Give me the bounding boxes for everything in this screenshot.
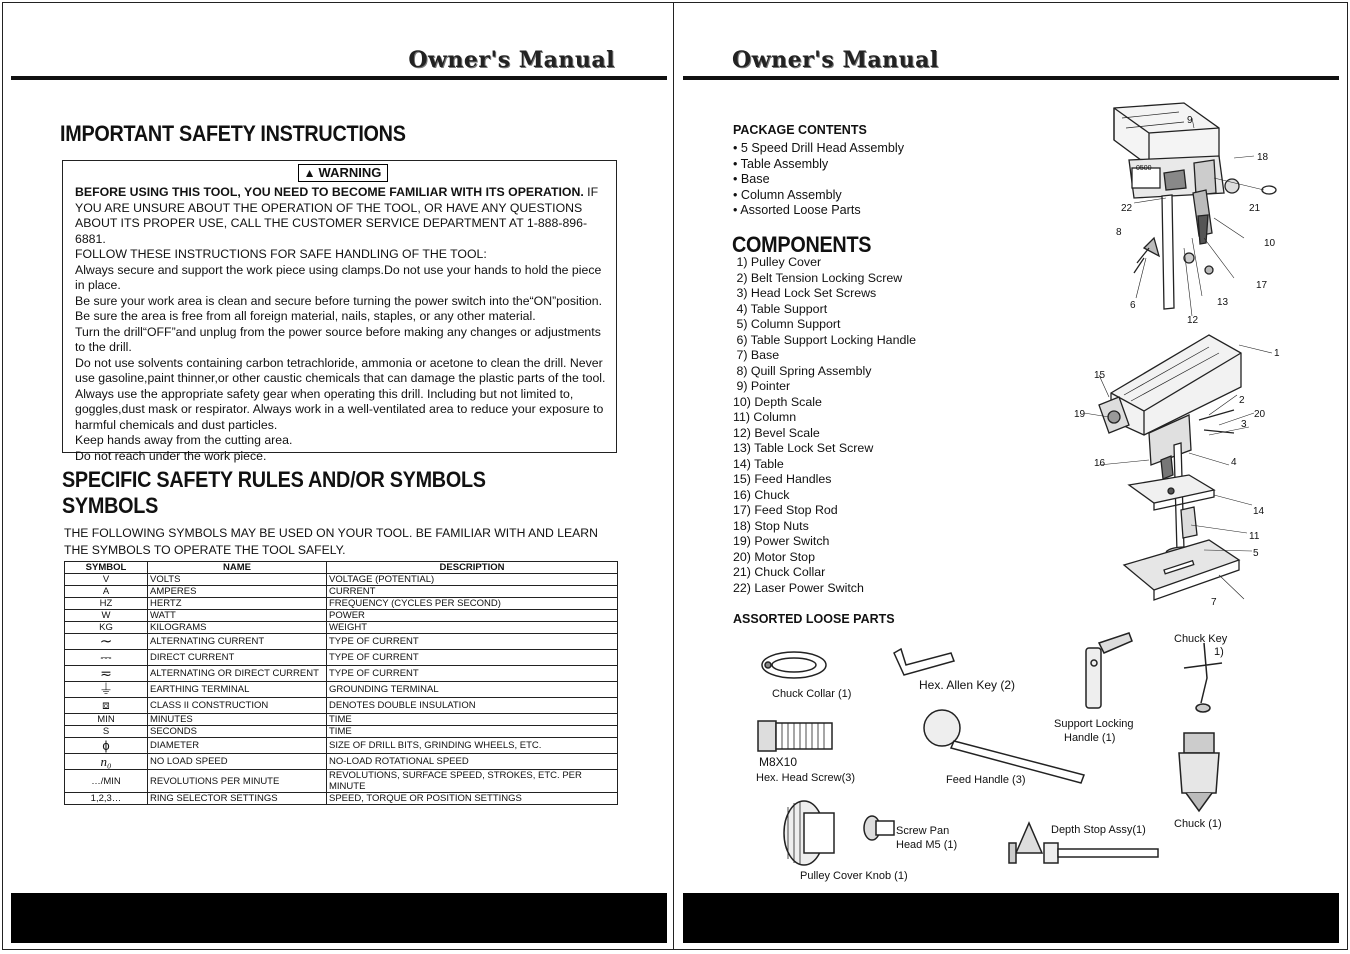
column-header: DESCRIPTION (327, 562, 618, 574)
part-label: Feed Handle (3) (946, 774, 1026, 786)
column-header: NAME (148, 562, 327, 574)
diameter-symbol-icon: ϕ (65, 738, 148, 754)
callout-label: 8 (1116, 227, 1122, 238)
part-label: Head M5 (1) (896, 839, 958, 851)
callout-label: 9 (1187, 115, 1193, 126)
table-row: ⎓ DIRECT CURRENT TYPE OF CURRENT (65, 650, 618, 666)
list-item: 18) Stop Nuts (733, 518, 809, 533)
warning-line: Always secure and support the work piece using clamps.Do not use your hands to hold the piece in place. (75, 262, 602, 292)
loose-parts-diagram (754, 623, 1244, 888)
list-item: • Column Assembly (733, 187, 842, 202)
list-item: • Base (733, 172, 770, 186)
ac-dc-symbol-icon: ≂ (65, 666, 148, 682)
list-item: • Table Assembly (733, 156, 829, 171)
table-row: n₀ NO LOAD SPEED NO-LOAD ROTATIONAL SPEED (65, 754, 618, 770)
table-row: 1,2,3… RING SELECTOR SETTINGS SPEED, TORQUE OR POSITION SETTINGS (65, 793, 618, 805)
no-load-speed-symbol-icon: n₀ (65, 754, 148, 770)
list-item: 11) Column (733, 410, 797, 424)
part-label: Pulley Cover Knob (1) (800, 870, 908, 882)
table-row: A AMPERES CURRENT (65, 586, 618, 598)
table-row: V VOLTS VOLTAGE (POTENTIAL) (65, 574, 618, 586)
package-contents-list (733, 141, 904, 219)
symbols-table (64, 561, 618, 805)
ac-symbol-icon: ∼ (65, 634, 148, 650)
dc-symbol-icon: ⎓ (65, 650, 148, 666)
warning-line: FOLLOW THESE INSTRUCTIONS FOR SAFE HANDLING OF THE TOOL: (75, 247, 487, 261)
list-item: 12) Bevel Scale (733, 425, 820, 440)
warning-box (62, 160, 617, 463)
earth-symbol-icon: ⏚ (65, 682, 148, 698)
drill-head-diagram (1074, 98, 1284, 328)
part-label: M8X10 (759, 755, 798, 769)
table-header-row (65, 562, 618, 574)
list-item: 4) Table Support (733, 301, 828, 316)
callout-label: 14 (1253, 506, 1265, 517)
table-row: W WATT POWER (65, 610, 618, 622)
safety-title: IMPORTANT SAFETY INSTRUCTIONS (60, 121, 406, 146)
footer-bar (683, 893, 1339, 943)
list-item: 19) Power Switch (733, 534, 830, 548)
part-label: Screw Pan (896, 825, 950, 837)
list-item: • Assorted Loose Parts (733, 203, 861, 217)
callout-label: 17 (1256, 280, 1268, 291)
callout-label: 21 (1249, 203, 1261, 214)
table-row: ⧈ CLASS II CONSTRUCTION DENOTES DOUBLE INSULATION (65, 698, 618, 714)
header-rule (683, 76, 1339, 80)
callout-label: 18 (1257, 152, 1269, 163)
drill-press-diagram (1069, 325, 1284, 613)
footer-bar (11, 893, 667, 943)
callout-label: 19 (1074, 409, 1086, 420)
table-row: ≂ ALTERNATING OR DIRECT CURRENT TYPE OF CURRENT (65, 666, 618, 682)
list-item: 17) Feed Stop Rod (733, 503, 838, 517)
part-label: Chuck Collar (1) (772, 688, 852, 700)
list-item: 2) Belt Tension Locking Screw (733, 270, 903, 285)
callout-label: 22 (1121, 203, 1133, 214)
part-label: Hex. Allen Key (2) (919, 678, 1016, 692)
list-item: 20) Motor Stop (733, 549, 815, 564)
warning-line: Be sure your work area is clean and secure before turning the power switch into the“ON”position. Be sure the area is free from all foreign material, nails, staples, or any other material. (75, 293, 602, 323)
table-row: …/MIN REVOLUTIONS PER MINUTE REVOLUTIONS, SURFACE SPEED, STROKES, ETC. PER MINUTE (65, 770, 618, 793)
callout-label: 11 (1249, 531, 1260, 542)
column-header: SYMBOL (65, 562, 148, 574)
list-item: 13) Table Lock Set Screw (733, 441, 874, 455)
list-item: 9) Pointer (733, 379, 791, 393)
callout-label: 15 (1094, 370, 1106, 381)
rules-subtitle: SYMBOLS (62, 493, 159, 518)
callout-label: 13 (1217, 297, 1229, 308)
list-item: 16) Chuck (733, 487, 790, 502)
warning-triangle-icon: ▲ (303, 166, 316, 180)
warning-label: ▲ WARNING (298, 164, 388, 182)
components-list (733, 255, 916, 596)
warning-line: Do not reach under the work piece. (75, 448, 267, 463)
callout-label: 1 (1274, 348, 1280, 359)
right-page (674, 2, 1348, 950)
table-row: ϕ DIAMETER SIZE OF DRILL BITS, GRINDING WHEELS, ETC. (65, 738, 618, 754)
list-item: 7) Base (733, 348, 780, 362)
list-item: 5) Column Support (733, 317, 841, 331)
table-row: KG KILOGRAMS WEIGHT (65, 622, 618, 634)
callout-label: 4 (1231, 457, 1237, 468)
loose-parts-title: ASSORTED LOOSE PARTS (733, 612, 895, 626)
list-item: 1) Pulley Cover (733, 255, 822, 269)
package-contents-title: PACKAGE CONTENTS (733, 123, 867, 137)
callout-label: 16 (1094, 458, 1106, 469)
callout-label: 6 (1130, 300, 1136, 311)
table-row: ⏚ EARTHING TERMINAL GROUNDING TERMINAL (65, 682, 618, 698)
list-item: 14) Table (733, 456, 784, 471)
callout-label: 12 (1187, 315, 1199, 326)
table-row: HZ HERTZ FREQUENCY (CYCLES PER SECOND) (65, 598, 618, 610)
warning-line: Do not use solvents containing carbon tetrachloride, ammonia or acetone to clean the drill. Never use gasoline,paint thinner,or other caustic chemicals that can damage the plastic parts of the tool. (75, 355, 606, 385)
callout-label: 2 (1239, 395, 1245, 406)
page-header: Owner's Manual (408, 47, 615, 73)
header-rule (11, 76, 667, 80)
callout-label: 20 (1254, 409, 1266, 420)
part-label: Support Locking (1054, 718, 1134, 730)
class-ii-symbol-icon: ⧈ (65, 698, 148, 714)
list-item: 3) Head Lock Set Screws (733, 286, 877, 300)
warning-line: Turn the drill“OFF”and unplug from the power source before making any changes or adjustments to the drill. (75, 324, 601, 354)
list-item: • 5 Speed Drill Head Assembly (733, 141, 905, 155)
part-label: Hex. Head Screw(3) (756, 772, 856, 784)
callout-label: 3 (1241, 419, 1247, 430)
part-label: Handle (1) (1064, 732, 1116, 744)
table-row: ∼ ALTERNATING CURRENT TYPE OF CURRENT (65, 634, 618, 650)
table-row: MIN MINUTES TIME (65, 714, 618, 726)
part-label: 1) (1214, 646, 1224, 658)
list-item: 22) Laser Power Switch (733, 580, 864, 595)
table-row: S SECONDS TIME (65, 726, 618, 738)
page-header: Owner's Manual (732, 47, 939, 73)
rules-intro: THE FOLLOWING SYMBOLS MAY BE USED ON YOUR TOOL. BE FAMILIAR WITH AND LEARN THE SYMBOLS TO OPERATE THE TOOL SAFELY. (64, 526, 598, 557)
warning-lead: BEFORE USING THIS TOOL, YOU NEED TO BECOME FAMILIAR WITH ITS OPERATION. IF YOU ARE UNSURE ABOUT THE OPERATION OF THE TOOL, OR HAVE ANY QUESTIONS ABOUT ITS PROPER USE, CALL THE CUSTOMER SERVICE DEPARTMENT AT 1-888-896-6881. (75, 185, 599, 246)
drill-head-badge: 0500 (1136, 165, 1152, 172)
rules-title: SPECIFIC SAFETY RULES AND/OR SYMBOLS (62, 467, 486, 492)
warning-line: Keep hands away from the cutting area. (75, 433, 293, 447)
list-item: 6) Table Support Locking Handle (733, 332, 916, 347)
callout-label: 7 (1211, 597, 1217, 608)
callout-label: 5 (1253, 548, 1259, 559)
callout-label: 10 (1264, 238, 1276, 249)
part-label: Chuck (1) (1174, 818, 1222, 830)
list-item: 15) Feed Handles (733, 472, 832, 486)
list-item: 8) Quill Spring Assembly (733, 363, 872, 378)
part-label: Depth Stop Assy(1) (1051, 824, 1146, 836)
part-label: Chuck Key (1174, 633, 1228, 645)
list-item: 21) Chuck Collar (733, 565, 826, 579)
warning-line: Always use the appropriate safety gear when operating this drill. Including but not limited to, goggles,dust mask or respirator. Always work in a well-ventilated area to reduce your exposure to harmful chemicals and dust particles. (75, 386, 604, 432)
list-item: 10) Depth Scale (733, 394, 822, 409)
left-page (2, 2, 674, 950)
components-title: COMPONENTS (732, 232, 872, 257)
